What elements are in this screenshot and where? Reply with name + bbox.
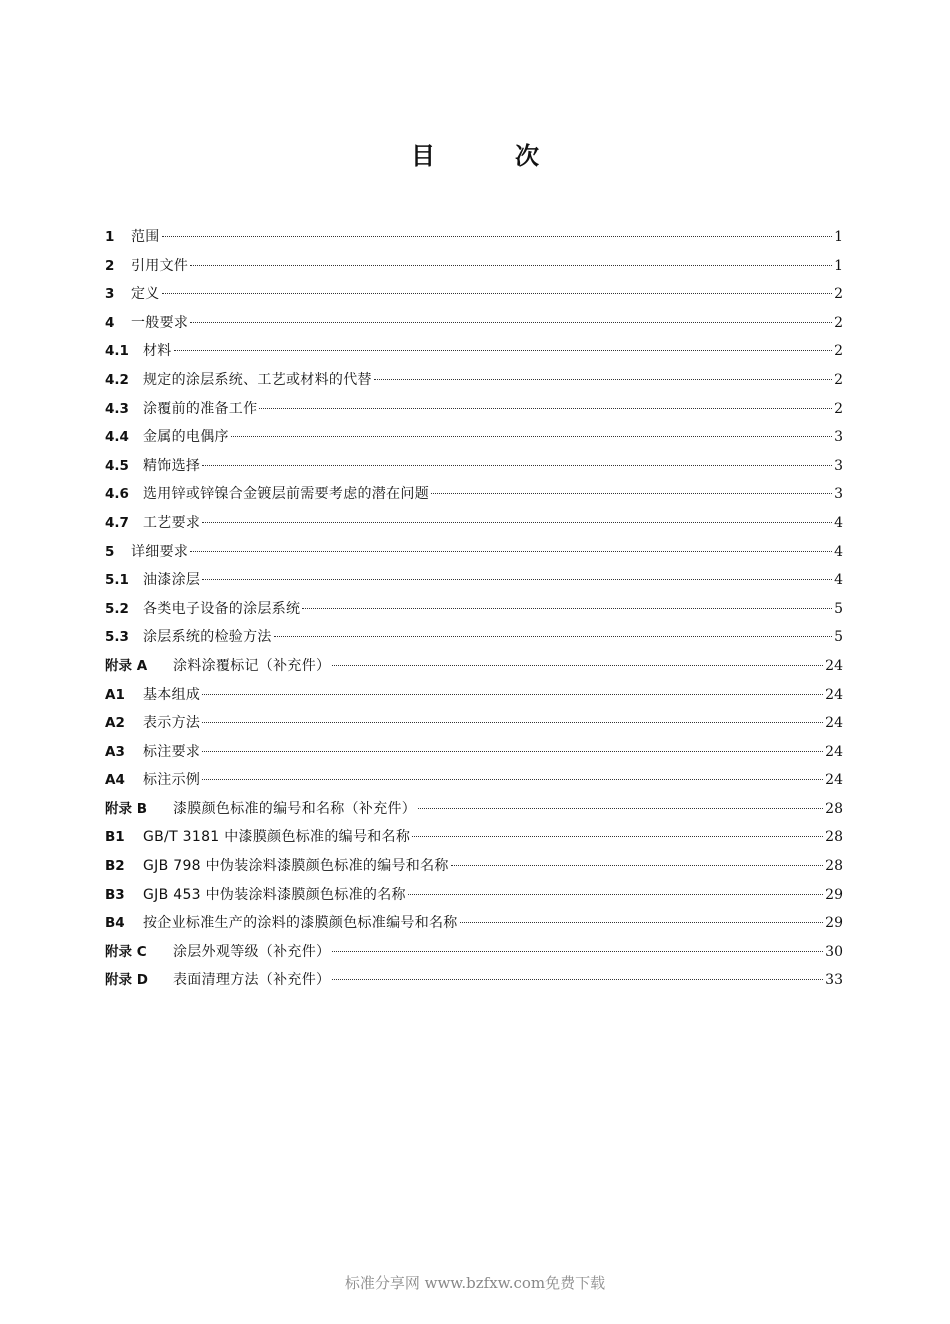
toc-entry-number: 附录 D (105, 972, 148, 989)
toc-entry-label: GJB 453 中伪装涂料漆膜颜色标准的名称 (143, 886, 406, 903)
toc-entry-label: 按企业标准生产的涂料的漆膜颜色标准编号和名称 (143, 915, 458, 932)
toc-entry-label: 漆膜颜色标准的编号和名称（补充件） (173, 800, 417, 817)
toc-dot-leader (202, 694, 823, 695)
toc-dot-leader (190, 551, 832, 552)
toc-entry[interactable] (105, 566, 843, 595)
toc-entry[interactable] (105, 395, 843, 424)
toc-entry[interactable] (105, 681, 843, 710)
toc-entry-page: 30 (825, 943, 843, 960)
toc-dot-leader (451, 865, 823, 866)
toc-entry[interactable] (105, 623, 843, 652)
toc-entry-label: GB/T 3181 中漆膜颜色标准的编号和名称 (143, 829, 411, 846)
toc-entry-number: 4 (105, 314, 115, 331)
toc-entry-label: 定义 (131, 286, 160, 303)
toc-entry-label: 规定的涂层系统、工艺或材料的代替 (143, 371, 372, 388)
toc-entry-page: 3 (834, 486, 843, 503)
toc-entry-page: 4 (834, 514, 843, 531)
toc-entry[interactable] (105, 252, 843, 281)
toc-entry-label: 标注要求 (143, 743, 201, 760)
toc-dot-leader (202, 522, 832, 523)
toc-entry-number: B1 (105, 829, 125, 846)
toc-entry[interactable] (105, 509, 843, 538)
toc-dot-leader (190, 265, 832, 266)
toc-entry-number: 4.2 (105, 371, 129, 388)
toc-dot-leader (302, 608, 832, 609)
table-of-contents (105, 223, 843, 995)
toc-entry-page: 2 (834, 314, 843, 331)
toc-entry-label: 详细要求 (131, 543, 189, 560)
toc-entry[interactable] (105, 538, 843, 567)
toc-entry[interactable] (105, 823, 843, 852)
toc-entry-number: 4.3 (105, 400, 129, 417)
toc-entry-page: 2 (834, 286, 843, 303)
toc-entry-number: 附录 C (105, 943, 147, 960)
toc-entry-label: 精饰选择 (143, 457, 201, 474)
toc-entry[interactable] (105, 852, 843, 881)
toc-entry-number: 附录 B (105, 800, 147, 817)
toc-dot-leader (162, 236, 832, 237)
toc-entry[interactable] (105, 881, 843, 910)
toc-entry[interactable] (105, 709, 843, 738)
toc-entry-label: 涂层外观等级（补充件） (173, 943, 331, 960)
toc-dot-leader (162, 293, 832, 294)
toc-entry-page: 1 (834, 229, 843, 245)
toc-entry-number: 5 (105, 543, 115, 560)
page-title (0, 136, 950, 171)
toc-entry[interactable] (105, 595, 843, 624)
toc-dot-leader (408, 894, 823, 895)
toc-entry[interactable] (105, 938, 843, 967)
toc-dot-leader (274, 636, 832, 637)
toc-dot-leader (418, 808, 823, 809)
toc-entry[interactable] (105, 366, 843, 395)
toc-entry-page: 33 (825, 972, 843, 989)
toc-entry-number: B3 (105, 886, 125, 903)
toc-entry-page: 2 (834, 371, 843, 388)
toc-entry[interactable] (105, 652, 843, 681)
toc-entry-label: 一般要求 (131, 314, 189, 331)
toc-entry-label: 表示方法 (143, 715, 201, 732)
toc-entry-number: A4 (105, 772, 125, 789)
toc-entry-number: 4.7 (105, 514, 129, 531)
toc-entry-number: 1 (105, 229, 115, 245)
toc-dot-leader (202, 579, 832, 580)
toc-dot-leader (202, 722, 823, 723)
toc-entry-page: 4 (834, 572, 843, 589)
toc-dot-leader (202, 751, 823, 752)
toc-entry-number: 4.6 (105, 486, 129, 503)
toc-entry-label: GJB 798 中伪装涂料漆膜颜色标准的编号和名称 (143, 858, 449, 875)
toc-entry-page: 24 (825, 686, 843, 703)
toc-entry[interactable] (105, 337, 843, 366)
toc-entry-number: 5.2 (105, 600, 129, 617)
toc-entry-number: 2 (105, 257, 115, 274)
toc-entry-page: 2 (834, 400, 843, 417)
toc-dot-leader (202, 465, 832, 466)
toc-dot-leader (259, 408, 832, 409)
footer-watermark: 标准分享网 www.bzfxw.com免费下载 (344, 1274, 606, 1292)
toc-entry-number: 4.5 (105, 457, 129, 474)
toc-dot-leader (374, 379, 832, 380)
toc-entry-number: 4.4 (105, 429, 129, 446)
toc-entry-page: 4 (834, 543, 843, 560)
toc-dot-leader (190, 322, 832, 323)
toc-entry-number: A3 (105, 743, 125, 760)
toc-entry-label: 表面清理方法（补充件） (173, 972, 331, 989)
toc-entry-number: 3 (105, 286, 115, 303)
toc-entry-page: 24 (825, 743, 843, 760)
toc-entry-label: 涂料涂覆标记（补充件） (173, 657, 331, 674)
toc-entry-label: 基本组成 (143, 686, 201, 703)
toc-entry[interactable] (105, 480, 843, 509)
toc-entry-page: 29 (825, 886, 843, 903)
toc-entry-number: 附录 A (105, 657, 148, 674)
toc-entry-page: 28 (825, 858, 843, 875)
toc-entry-label: 金属的电偶序 (143, 429, 229, 446)
toc-entry[interactable] (105, 738, 843, 767)
toc-entry-number: A2 (105, 715, 125, 732)
toc-dot-leader (431, 493, 832, 494)
toc-entry-page: 3 (834, 457, 843, 474)
toc-entry-page: 2 (834, 343, 843, 360)
toc-entry[interactable] (105, 966, 843, 995)
title-char-left: 目 (411, 142, 435, 170)
toc-dot-leader (332, 979, 823, 980)
toc-entry-label: 引用文件 (131, 257, 189, 274)
toc-entry-page: 1 (834, 257, 843, 274)
toc-entry-label: 材料 (143, 343, 172, 360)
toc-dot-leader (174, 350, 832, 351)
toc-dot-leader (332, 665, 823, 666)
toc-entry-page: 28 (825, 800, 843, 817)
toc-entry[interactable] (105, 423, 843, 452)
title-char-right: 次 (515, 142, 539, 170)
toc-entry-page: 29 (825, 915, 843, 932)
toc-entry[interactable] (105, 223, 843, 252)
toc-entry[interactable] (105, 766, 843, 795)
toc-entry-page: 24 (825, 772, 843, 789)
toc-entry-page: 24 (825, 657, 843, 674)
toc-entry-label: 范围 (131, 229, 160, 245)
toc-entry-page: 3 (834, 429, 843, 446)
toc-dot-leader (202, 779, 823, 780)
toc-dot-leader (412, 836, 823, 837)
toc-dot-leader (332, 951, 823, 952)
toc-entry[interactable] (105, 795, 843, 824)
toc-entry-number: 4.1 (105, 343, 129, 360)
toc-entry-number: A1 (105, 686, 125, 703)
toc-dot-leader (460, 922, 824, 923)
toc-entry-number: B2 (105, 858, 125, 875)
toc-entry[interactable] (105, 280, 843, 309)
toc-entry-label: 各类电子设备的涂层系统 (143, 600, 301, 617)
toc-entry-label: 涂覆前的准备工作 (143, 400, 258, 417)
toc-entry-page: 5 (834, 629, 843, 646)
toc-entry-label: 工艺要求 (143, 514, 201, 531)
toc-entry-label: 油漆涂层 (143, 572, 201, 589)
toc-entry[interactable] (105, 452, 843, 481)
toc-entry-page: 28 (825, 829, 843, 846)
toc-entry-number: B4 (105, 915, 125, 932)
toc-entry-label: 标注示例 (143, 772, 201, 789)
toc-entry-label: 涂层系统的检验方法 (143, 629, 272, 646)
toc-entry-label: 选用锌或锌镍合金镀层前需要考虑的潜在问题 (143, 486, 429, 503)
toc-entry[interactable] (105, 909, 843, 938)
toc-entry-page: 5 (834, 600, 843, 617)
toc-entry-number: 5.3 (105, 629, 129, 646)
toc-entry[interactable] (105, 309, 843, 338)
toc-entry-number: 5.1 (105, 572, 129, 589)
toc-entry-page: 24 (825, 715, 843, 732)
toc-dot-leader (231, 436, 832, 437)
